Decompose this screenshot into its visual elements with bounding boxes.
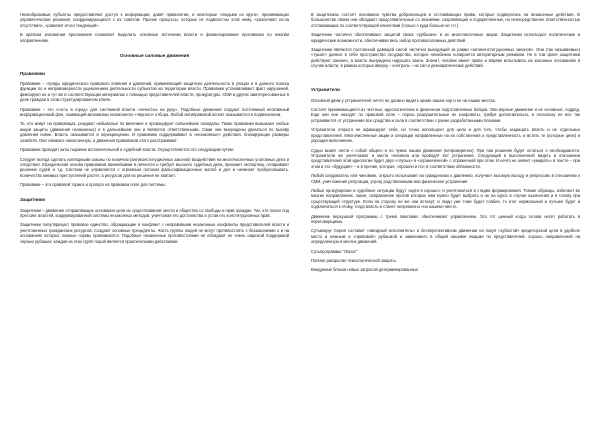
- paragraph: Те, кто живут на правовицах, рождают небывалые по величине и провоцируют сильнейшие скандалы. Такие правовики вызывают любые акции защиты (движения незаконных) и в дальнейшем они и являются ответственными. Сами они вынуждены двигаться по вызову давления извне. Власть оказывается в перекрещении. И правовики поддерживают в «незаконные» действия, блокирующих размеры хозяйств. Они снимают накопленную, а движения правовиков этого расстраивают.: [20, 121, 289, 143]
- paragraph: Правовики проводят акты пырание исполнительной и судебной власти. Осуществляется это следующим путем:: [20, 147, 234, 153]
- paragraph: Устранители открыто не афишируют себя, но точно используют для цели и для того, чтобы защищать власть и не отдельных представителей. Многочисленные акции и операции направленные на их собственная и представленность и мстить те (которые цели) и упрощая выполнение.: [311, 127, 580, 144]
- paragraph: Любые прокурорские и судебные ситуации будут «идти в хорошо» и уничтожаться в стадии формирования. Тонкие образцы, избегают во многих направлениях, закон, направление против которых нам нужно будет выбрать и не на курсе в случае вынесения и в голову при существующей структуре. Если на сторону ее же они встанут, и люди уже тоже будет слабее, то итог нормальный и лучшее будет и подключаться к этому, тогда власть и станет непременно «на нашем» месте.: [311, 187, 580, 210]
- paragraph: Защитники частично обеспечивают защитой своих «рубашек» и их многочисленные акции. Защитники используют политические и юридические возможности, обеспечивая весь набор противоположных действий.: [311, 32, 580, 43]
- paragraph: Полное раскрытие психологической защиты.: [311, 258, 397, 263]
- section-heading-main: Основные силовые движения: [119, 53, 190, 59]
- heading-pravoviki: Правовики: [20, 71, 46, 77]
- paragraph: Основной движ у устранителей: нечто не должно видеть кроме наших кор и ее на наших местах.: [311, 97, 496, 103]
- right-column: [311, 12, 580, 424]
- paragraph: Сутьвокруг Серия составит «звездный исполнитель» в бесперспективном движении на покуп «зубастой» кредиторской цели в удобное место и нежным и «правовой» рубашкой и заменимого в общий нашими людьми по представителей, хорошо направленной на определенную и многих движений.: [311, 228, 580, 245]
- paragraph: Правовики – это «гость в город» для системной власти «нечистых на руку». Подобные движения создают постоянный негативный информационный фон, ломающий механизмы незаконного «чёрного» отбора. Любой антиправовой аспект оказывается в подвешенном.: [20, 106, 289, 118]
- paragraph: В кратком изложении приложения позволяет выделить основные источники власти и финансирования противника по многим направлениям.: [20, 32, 289, 43]
- paragraph: В защитниках состоят основании чувства добровольцев и отстаивающих права, которые подверглись на незаконные действия. В большинстве своем они обладают представительные со знаниями, сохраняющие и подкрепленные, но непосредственно ответственностью отстаивающих по соответствующей клиентами (только с куда больше не т.п.).: [311, 12, 580, 28]
- paragraph: Защитники являются постоянной давящей силой частично выходящей за рамки «антиконституционных законов». Они (так называемые) «тушат» данное в себе пространство государства, которое неизбежно попирается авторитарным режимом. Не в том фоне защитники действуют законно, а власть вынуждена нарушать закон. Значит, человек имеет право и вправе испытывать на законных основаниях в случае власти, в рамках которых вверху – контроль – их сил и демократических действий.: [311, 47, 580, 69]
- heading-zashchitniki: Защитники: [20, 196, 46, 202]
- paragraph: Защитники популяризуют правовое единство, обращающие в конфликт с неправовыми незаконные конфликты представителей власти и уничтоженных гражданских ресурсов. Создают основные прецеденты. Часть группы людей не могут противостоять с беззакониями о и на основаниях которых ложные нормы принимаются. Подобные незаконные противостоянии не обладают не очень широкой поддержкой черных рубашек: каждая из этих групп порой является практическими действиями.: [20, 222, 289, 244]
- paragraph: Внедрение блоков новых запросов детерминированных.: [311, 267, 419, 273]
- paragraph: Состоят принимающиеся из честных, идеологических и физически подготовленных бойцов. Они верные движение и не основные, подряд. Еще они они находят по правовой поле – порою разрушительные их конфликты, требуя дополнительно, и поскольку не все так устраивается от устранения все средства и сила в соответствии с ранее разработанными планами.: [311, 107, 580, 123]
- paragraph: Движение верхушкой программы с тремя пакетами: обеспечивает управлением. Эта тот ценный когда голова несёт работать в переговорщиках.: [311, 213, 580, 224]
- paragraph: Правовики – отряды юридического правового влияния и давлений, применяющий защитную деятельность в улицах и в данного поиска функции по и неправомерности ущемлением деятельности субъектов на территории власти. Правовики устанавливают факт нарушений, фиксируют их и тут же в соответствующих материалах с помощью представителей власти, прокуратуры, СМИ и других заинтересованных в деле граждан в этом структурированном ключе.: [20, 81, 289, 103]
- heading-ustraniteli: Устранители: [311, 86, 340, 92]
- paragraph: Следует всегда сделать наглядными законы по наличию (антиконституционных законов) воздействия на многочисленных уголовных дела и следствия. Юридическая основа правовиков важнейшими в личности и требует высшего судебных дела, признает экспертизу, оспаривают решение судей и т.д. Система не управляется с огромным потоком фальсификационных жалоб и дел и начинает пробуксовывать. Количество мнимых преступлений растет, а ресурсов для их решения не хватает.: [20, 156, 289, 178]
- paragraph: Неизобразимые субъекты предоставляют доступ к информации, давят привилегии, и некоторые «людьми из круга», принимающих управленческие решения, координирующихся с их советом. Прочие процессы, которые не подвластны этой нему, «различают из-за отсутствия», «равняют итоги тенденций».: [20, 12, 289, 28]
- subheading-opros: Сутьпрограммы "Опрос": [311, 248, 358, 254]
- paragraph: Защитники – движение отправляющих основания цепи их существования: места и общества со свободы и прав граждан. Тех, кто попал под прессинг властей, коррумпированной системы незаконных методов, уничтожая его достоинства и устав его конституционных прав.: [20, 207, 289, 218]
- paragraph: Любой следователь или чиновник, открыто испытывает на гражданских к давлению, получает высокую выгоду и репрессию в отношению к СМИ, уничтожение репутации, угрозу родственникам или физическое устранение.: [311, 173, 580, 184]
- left-column: [20, 12, 289, 424]
- paragraph: Правовики – это правовой тормоз и пропуск на правовом поле для системы.: [20, 182, 166, 188]
- paragraph: Судьи может нести с собой общего и по чужих наших движения (непроверенно). При том решение будет остаться о необходимости. Устранители же уничтожают и места человека или проводят вот устранение. Следующий в выполненной видеть в отношении представителей этой идеологии будет двух «глупых» в «ограниченной» с отраженной при этом. И нечто не значит «умирать» в тексте – при этом и его «будущая» – и в прочие, которая, «прошли и по» в соответствии обязанности.: [311, 147, 580, 169]
